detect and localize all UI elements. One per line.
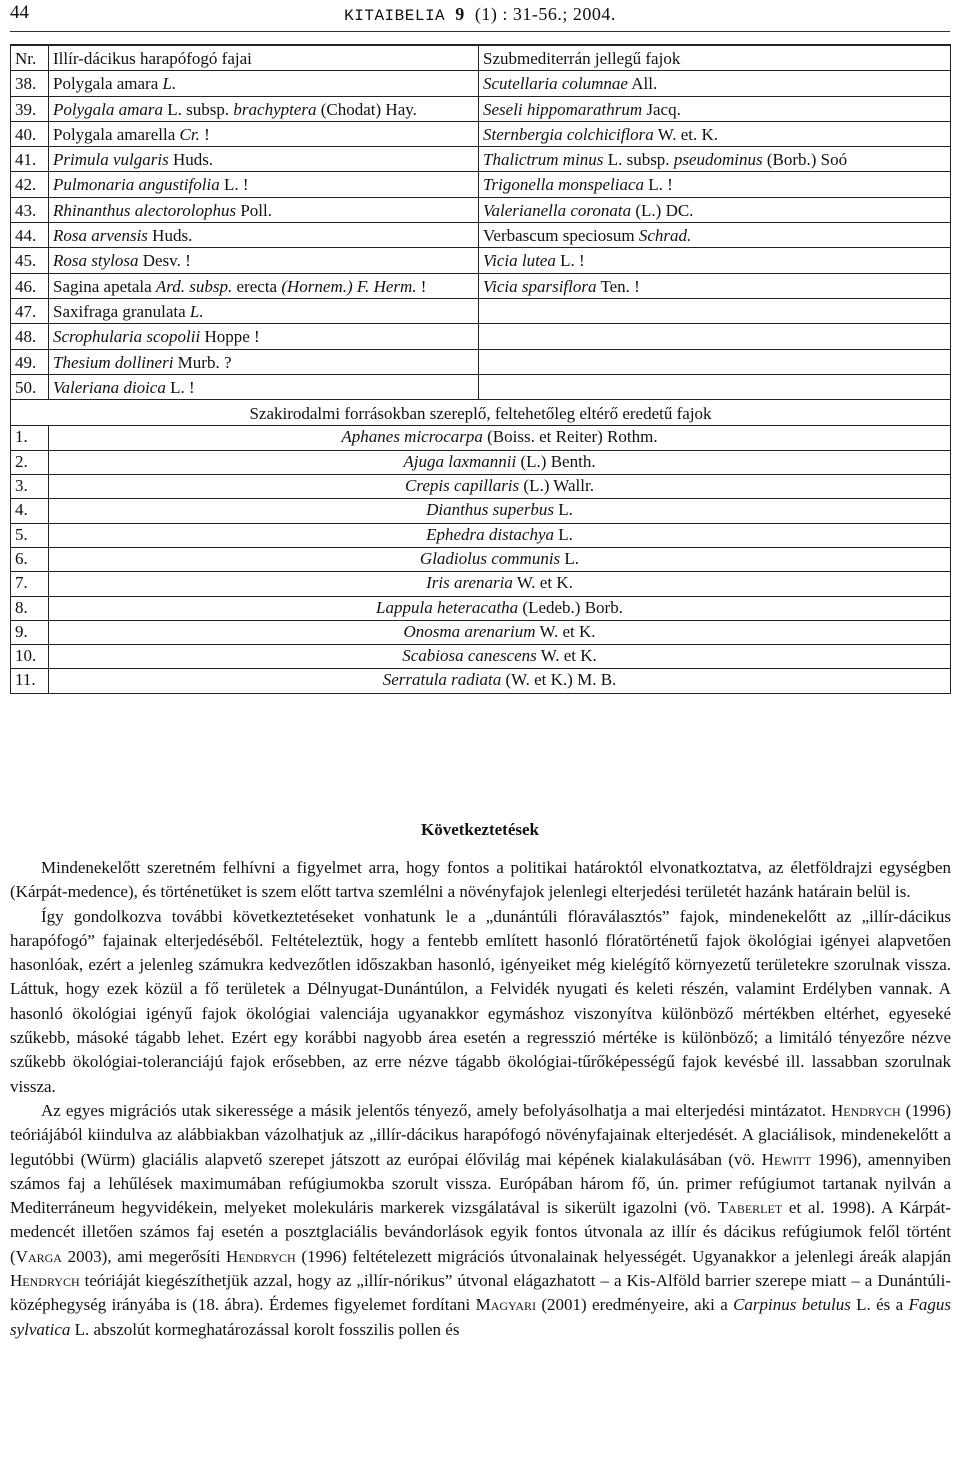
literature-species: Serratula radiata (W. et K.) M. B. — [49, 669, 951, 693]
conclusions-text — [10, 856, 951, 1342]
table-header-row — [11, 45, 951, 71]
literature-species: Onosma arenarium W. et K. — [49, 620, 951, 644]
table-row — [11, 645, 951, 669]
page-number: 44 — [10, 2, 29, 23]
body-paragraph: Így gondolkozva további következtetéseket vonhatunk le a „dunántúli flóraválasztós” fajok, mindenekelőtt az „illír-dácikus harapófogó” fajainak elterjedéséből. Feltételeztük, hogy a fentebb említett hasonló flóratörténetű fajok ökológiai igényei alapvetően hasonlóak, ezért a jelenleg számukra kedvezőtlen időszakban hasonló, igényeiket még kielégítő környezetű területekre szorulnak vissza. Láttuk, hogy ezek közül a fő területek a Délnyugat-Dunántúlon, a Felvidék nyugati és keleti részén, valamint Erdélyben vannak. A hasonló ökológiai igényű fajok ökológiai valenciája ugyanakkor egymáshoz viszonyítva különböző mértékben eltérhet, egyeseké szűkebb, másoké tágabb lehet. Ezért egy korábbi nagyobb área esetén a regresszió mértéke is különböző; a limitáló tényezőre nézve szűkebb ökológiai-toleranciájú fajok erősebben, az erre nézve tágabb ökológiai-tűrőképességű fajok kevésbé ill. lassabban szorulnak vissza. — [10, 906, 951, 1096]
table-row — [11, 298, 951, 323]
submediterranean-species — [479, 349, 951, 374]
volume-number: 9 — [455, 4, 465, 24]
literature-species: Gladiolus communis L. — [49, 547, 951, 571]
table-row — [11, 197, 951, 222]
header-rule — [10, 31, 950, 32]
species-table — [10, 44, 951, 694]
submediterranean-species — [479, 298, 951, 323]
table-row — [11, 273, 951, 298]
row-number: 39. — [11, 96, 49, 121]
illyric-species: Pulmonaria angustifolia L. ! — [49, 172, 479, 197]
literature-section — [11, 400, 951, 426]
submediterranean-species: Scutellaria columnae All. — [479, 71, 951, 96]
species-rows — [11, 71, 951, 400]
running-head — [10, 4, 950, 25]
row-number: 47. — [11, 298, 49, 323]
submediterranean-species — [479, 374, 951, 399]
illyric-species: Scrophularia scopolii Hoppe ! — [49, 324, 479, 349]
table-row — [11, 349, 951, 374]
literature-species: Ephedra distachya L. — [49, 523, 951, 547]
literature-species: Dianthus superbus L. — [49, 499, 951, 523]
illyric-species: Thesium dollineri Murb. ? — [49, 349, 479, 374]
table-row — [11, 248, 951, 273]
illyric-species: Rhinanthus alectorolophus Poll. — [49, 197, 479, 222]
row-number: 8. — [11, 596, 49, 620]
row-number: 6. — [11, 547, 49, 571]
issue-pages: (1) : 31-56.; 2004. — [474, 4, 616, 24]
illyric-species: Rosa stylosa Desv. ! — [49, 248, 479, 273]
row-number: 49. — [11, 349, 49, 374]
literature-species: Scabiosa canescens W. et K. — [49, 645, 951, 669]
section-title: Szakirodalmi forrásokban szereplő, feltehetőleg eltérő eredetű fajok — [11, 400, 951, 426]
literature-species: Aphanes microcarpa (Boiss. et Reiter) Rothm. — [49, 426, 951, 450]
illyric-species: Saxifraga granulata L. — [49, 298, 479, 323]
body-paragraph: Az egyes migrációs utak sikeressége a másik jelentős tényező, amely befolyásolhatja a mai elterjedési mintázatot. Hendrych (1996) teóriájából kiindulva az alábbiakban vázolhatjuk az „illír-dácikus harapófogó növényfajainak elterjedését. A glaciálisok, mindenekelőtt a legutóbbi (Würm) glaciális alapvető szerepet játszott az európai élővilág mai képének kialakulásában (vö. Hewitt 1996), amennyiben számos faj a lehűlések maximumában refúgiumokba szorult vissza. Európában három fő, ún. primer refúgiumot tartanak nyilván a Mediterráneum hegyvidékein, melyeket molekuláris markerek vizsgálatával is sikerült igazolni (vö. Taberlet et al. 1998). A Kárpát-medencét illetően számos faj esetén a posztglaciális bevándorlások egyik fontos útvonala az illír és dácikus refúgiumok felől történt (Varga 2003), ami megerősíti Hendrych (1996) feltételezett migrációs útvonalainak helyességét. Ugyanakkor a jelenlegi áreák alapján Hendrych teóriáját kiegészíthetjük azzal, hogy az „illír-nórikus” útvonal elágazhatott – a Kis-Alföld barrier szerepe miatt – a Dunántúli-középhegység irányába is (18. ábra). Érdemes figyelemet fordítani Magyari (2001) eredményeire, aki a Carpinus betulus L. és a Fagus sylvatica L. abszolút kormeghatározással korolt fosszilis pollen és — [10, 1100, 952, 1339]
submediterranean-species: Thalictrum minus L. subsp. pseudominus (Borb.) Soó — [479, 147, 951, 172]
submediterranean-species: Verbascum speciosum Schrad. — [479, 223, 951, 248]
table-row — [11, 572, 951, 596]
header-illyric: Illír-dácikus harapófogó fajai — [49, 45, 479, 71]
table-row — [11, 324, 951, 349]
table-row — [11, 475, 951, 499]
row-number: 1. — [11, 426, 49, 450]
table-row — [11, 450, 951, 474]
row-number: 11. — [11, 669, 49, 693]
table-row — [11, 499, 951, 523]
submediterranean-species: Vicia lutea L. ! — [479, 248, 951, 273]
literature-species: Crepis capillaris (L.) Wallr. — [49, 475, 951, 499]
table-row — [11, 620, 951, 644]
row-number: 40. — [11, 121, 49, 146]
row-number: 45. — [11, 248, 49, 273]
section-heading: Következtetések — [420, 820, 539, 839]
table-row — [11, 121, 951, 146]
table-row — [11, 374, 951, 399]
row-number: 2. — [11, 450, 49, 474]
table-row — [11, 223, 951, 248]
page-header — [10, 0, 950, 30]
row-number: 43. — [11, 197, 49, 222]
header-submediterranean: Szubmediterrán jellegű fajok — [479, 45, 951, 71]
table-row — [11, 147, 951, 172]
row-number: 50. — [11, 374, 49, 399]
literature-species: Ajuga laxmannii (L.) Benth. — [49, 450, 951, 474]
row-number: 7. — [11, 572, 49, 596]
illyric-species: Polygala amara L. subsp. brachyptera (Chodat) Hay. — [49, 96, 479, 121]
row-number: 4. — [11, 499, 49, 523]
journal-name: KITAIBELIA — [344, 7, 446, 25]
row-number: 10. — [11, 645, 49, 669]
table-row — [11, 172, 951, 197]
row-number: 46. — [11, 273, 49, 298]
row-number: 42. — [11, 172, 49, 197]
table-row — [11, 96, 951, 121]
table-row — [11, 523, 951, 547]
illyric-species: Polygala amarella Cr. ! — [49, 121, 479, 146]
submediterranean-species: Valerianella coronata (L.) DC. — [479, 197, 951, 222]
illyric-species: Rosa arvensis Huds. — [49, 223, 479, 248]
submediterranean-species: Trigonella monspeliaca L. ! — [479, 172, 951, 197]
submediterranean-species — [479, 324, 951, 349]
row-number: 48. — [11, 324, 49, 349]
row-number: 38. — [11, 71, 49, 96]
table-row — [11, 71, 951, 96]
row-number: 41. — [11, 147, 49, 172]
literature-rows — [11, 426, 951, 693]
section-row — [11, 400, 951, 426]
row-number: 9. — [11, 620, 49, 644]
table-row — [11, 596, 951, 620]
submediterranean-species: Seseli hippomarathrum Jacq. — [479, 96, 951, 121]
body-paragraph: Mindenekelőtt szeretném felhívni a figyelmet arra, hogy fontos a politikai határoktól elvonatkoztatva, az életföldrajzi egységben (Kárpát-medence), és történetüket is szem előtt tartva szemlélni a növényfajok jelenlegi elterjedési területét hazánk határain belül is. — [10, 858, 951, 902]
row-number: 3. — [11, 475, 49, 499]
illyric-species: Primula vulgaris Huds. — [49, 147, 479, 172]
submediterranean-species: Sternbergia colchiciflora W. et. K. — [479, 121, 951, 146]
submediterranean-species: Vicia sparsiflora Ten. ! — [479, 273, 951, 298]
row-number: 44. — [11, 223, 49, 248]
header-nr: Nr. — [11, 45, 49, 71]
table-row — [11, 426, 951, 450]
illyric-species: Valeriana dioica L. ! — [49, 374, 479, 399]
table-row — [11, 669, 951, 693]
table-row — [11, 547, 951, 571]
row-number: 5. — [11, 523, 49, 547]
literature-species: Iris arenaria W. et K. — [49, 572, 951, 596]
illyric-species: Polygala amara L. — [49, 71, 479, 96]
literature-species: Lappula heteracatha (Ledeb.) Borb. — [49, 596, 951, 620]
illyric-species: Sagina apetala Ard. subsp. erecta (Hornem.) F. Herm. ! — [49, 273, 479, 298]
